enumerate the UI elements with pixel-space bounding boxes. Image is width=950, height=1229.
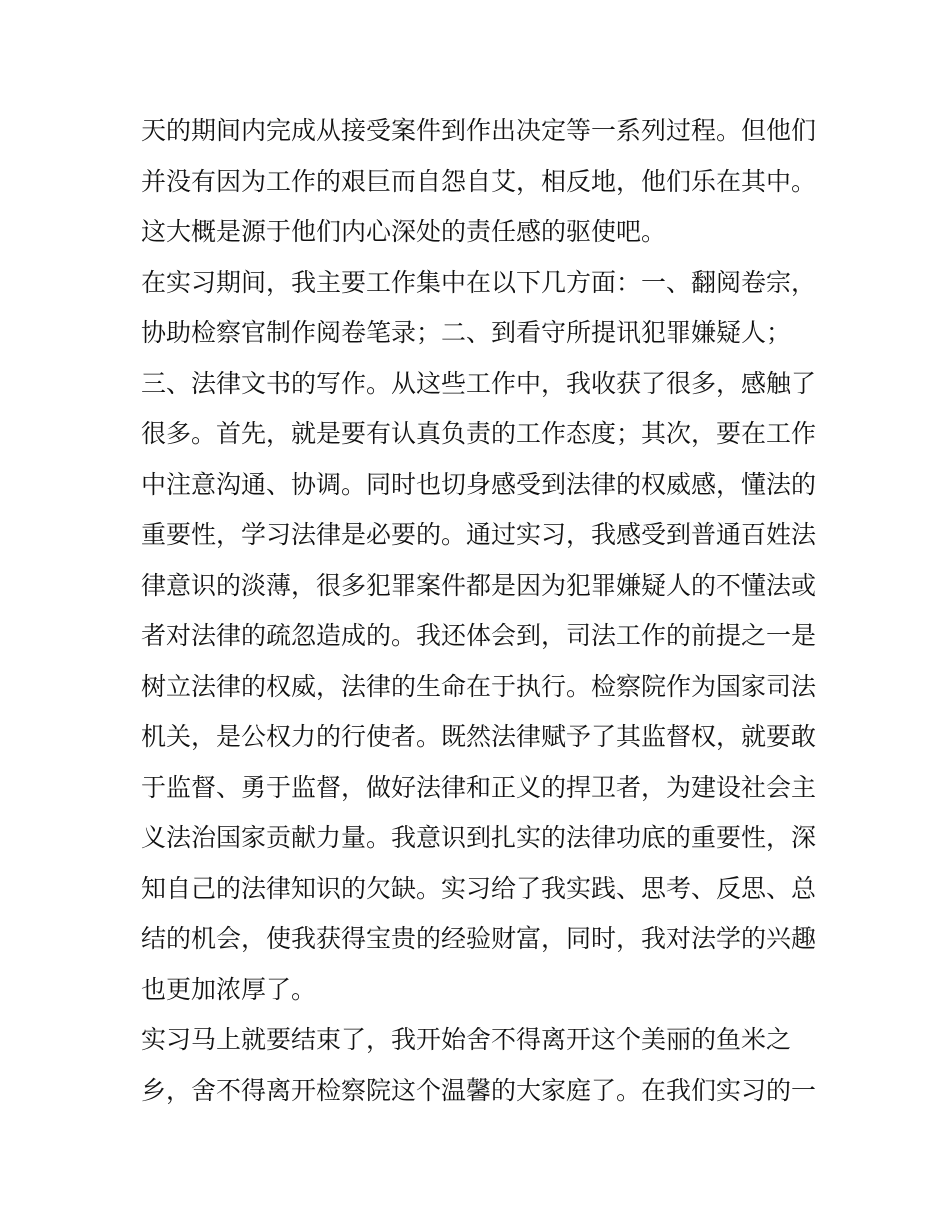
- body-text: [141, 106, 821, 1116]
- text-line: 实习马上就要结束了，我开始舍不得离开这个美丽的鱼米之: [141, 1025, 792, 1054]
- text-line: 中注意沟通、协调。同时也切身感受到法律的权威感，懂法的: [141, 469, 817, 499]
- text-line: 很多。首先，就是要有认真负责的工作态度；其次，要在工作: [141, 419, 817, 448]
- text-line: 协助检察官制作阅卷笔录；二、到看守所提讯犯罪嫌疑人；: [141, 318, 792, 347]
- text-line: 天的期间内完成从接受案件到作出决定等一系列过程。但他们: [141, 116, 817, 145]
- text-line: 在实习期间，我主要工作集中在以下几方面：一、翻阅卷宗，: [141, 267, 817, 297]
- text-line: 这大概是源于他们内心深处的责任感的驱使吧。: [141, 217, 667, 246]
- text-line: 机关，是公权力的行使者。既然法律赋予了其监督权，就要敢: [141, 722, 817, 751]
- text-line: 乡，舍不得离开检察院这个温馨的大家庭了。在我们实习的一: [141, 1075, 817, 1105]
- text-line: 律意识的淡薄，很多犯罪案件都是因为犯罪嫌疑人的不懂法或: [141, 570, 817, 600]
- text-line: 三、法律文书的写作。从这些工作中，我收获了很多，感触了: [141, 368, 817, 398]
- text-line: 者对法律的疏忽造成的。我还体会到，司法工作的前提之一是: [141, 621, 817, 650]
- text-line: 义法治国家贡献力量。我意识到扎实的法律功底的重要性，深: [141, 823, 817, 852]
- text-line: 树立法律的权威，法律的生命在于执行。检察院作为国家司法: [141, 671, 817, 701]
- text-line: 重要性，学习法律是必要的。通过实习，我感受到普通百姓法: [141, 520, 817, 549]
- text-line: 也更加浓厚了。: [141, 974, 317, 1004]
- text-line: 并没有因为工作的艰巨而自怨自艾，相反地，他们乐在其中。: [141, 166, 817, 196]
- text-line: 结的机会，使我获得宝贵的经验财富，同时，我对法学的兴趣: [141, 924, 817, 953]
- text-line: 知自己的法律知识的欠缺。实习给了我实践、思考、反思、总: [141, 873, 817, 903]
- text-line: 于监督、勇于监督，做好法律和正义的捍卫者，为建设社会主: [141, 772, 817, 802]
